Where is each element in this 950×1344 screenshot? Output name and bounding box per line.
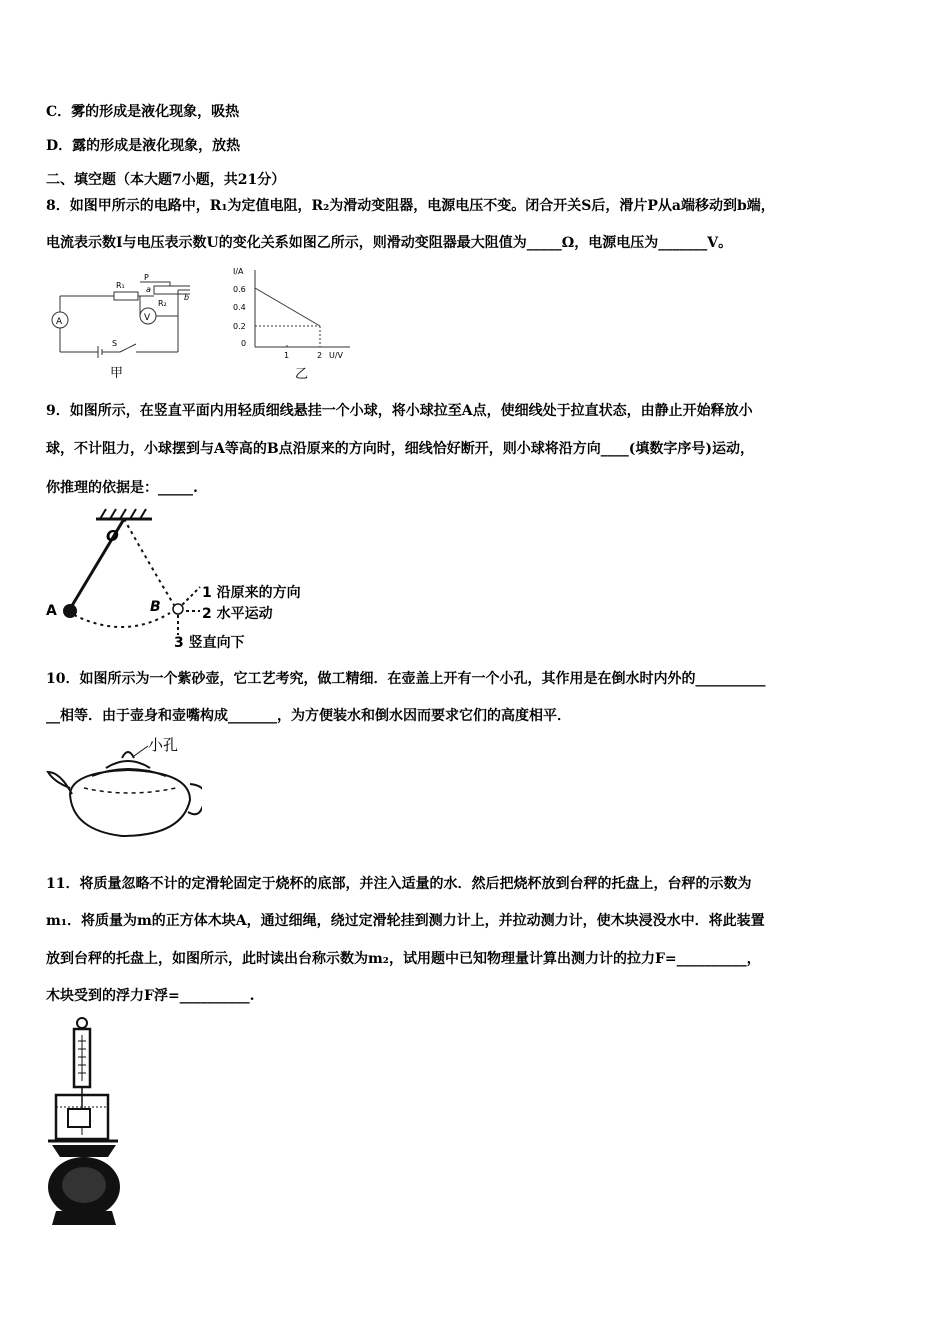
ammeter-label: A: [56, 317, 63, 327]
a-label: a: [146, 285, 151, 294]
caption-jia: 甲: [110, 366, 124, 381]
direction-3: 3 竖直向下: [174, 635, 245, 651]
q9-line2: 球，不计阻力，小球摆到与A等高的B点沿原来的方向时，细线恰好断开，则小球将沿方向____(填数字序号)运动，: [46, 441, 754, 457]
q11-line1: 11．将质量忽略不计的定滑轮固定于烧杯的底部，并注入适量的水．然后把烧杯放到台秤的托盘上，台秤的示数为: [46, 876, 752, 892]
ytick-06: 0.6: [233, 285, 246, 294]
circuit-diagram: [40, 270, 190, 385]
b-label: b: [184, 293, 190, 302]
pendulum-diagram: [40, 505, 350, 653]
q11-line3: 放到台秤的托盘上，如图所示，此时读出台称示数为m₂，试用题中已知物理量计算出测力计的拉力F=__________，: [46, 951, 761, 967]
point-b-label: B: [150, 599, 161, 615]
iu-graph: [225, 262, 365, 384]
p-label: P: [144, 273, 149, 282]
xtick-2: 2: [317, 351, 323, 360]
option-c: C．雾的形成是液化现象，吸热: [46, 104, 240, 120]
option-d: D．露的形成是液化现象，放热: [46, 138, 241, 154]
point-o-label: O: [106, 527, 119, 545]
caption-yi: 乙: [295, 367, 309, 382]
q9-line3: 你推理的依据是：_____.: [46, 480, 198, 496]
ytick-02: 0.2: [233, 322, 246, 331]
teapot-diagram: [42, 732, 202, 844]
ylabel: I/A: [233, 267, 244, 276]
r2-label: R₂: [158, 299, 167, 308]
q11-line4: 木块受到的浮力F浮=__________.: [46, 988, 255, 1004]
q10-line1: 10．如图所示为一个紫砂壶，它工艺考究，做工精细．在壶盖上开有一个小孔，其作用是在倒水时内外的__________: [46, 671, 766, 687]
xlabel: U/V: [329, 351, 344, 360]
voltmeter-label: V: [144, 313, 151, 323]
section-heading: 二、填空题（本大题7小题，共21分）: [46, 172, 286, 188]
origin-label: 0: [241, 339, 247, 348]
q10-line2: __相等．由于壶身和壶嘴构成_______，为方便装水和倒水因而要求它们的高度相平．: [46, 708, 571, 724]
switch-label: S: [112, 339, 118, 348]
q8-line1: 8．如图甲所示的电路中，R₁为定值电阻，R₂为滑动变阻器，电源电压不变。闭合开关S后，滑片P从a端移动到b端，: [46, 198, 775, 214]
scale-apparatus-diagram: [42, 1015, 132, 1230]
small-hole-label: 小孔: [148, 736, 179, 754]
point-a-label: A: [46, 603, 57, 619]
r1-label: R₁: [116, 281, 125, 290]
direction-2: 2 水平运动: [202, 606, 273, 622]
xtick-1: 1: [284, 351, 290, 360]
q9-line1: 9．如图所示，在竖直平面内用轻质细线悬挂一个小球，将小球拉至A点，使细线处于拉直状态，由静止开始释放小: [46, 403, 753, 419]
q11-line2: m₁．将质量为m的正方体木块A，通过细绳，绕过定滑轮挂到测力计上，并拉动测力计，使木块浸没水中．将此装置: [46, 913, 765, 929]
direction-1: 1 沿原来的方向: [202, 585, 301, 601]
ytick-04: 0.4: [233, 303, 246, 312]
q8-line2: 电流表示数I与电压表示数U的变化关系如图乙所示，则滑动变阻器最大阻值为_____Ω，电源电压为_______V。: [46, 235, 733, 251]
